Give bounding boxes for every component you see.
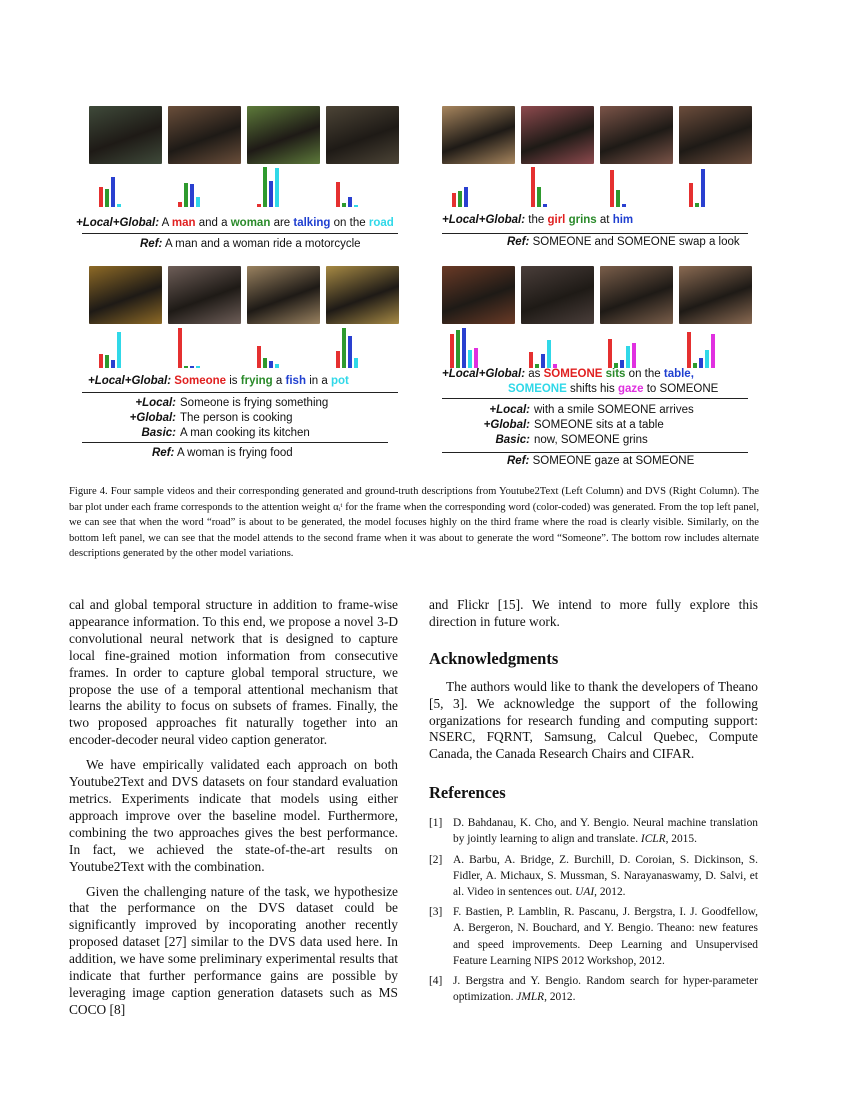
attention-bar	[269, 361, 273, 368]
attention-bar	[689, 183, 693, 207]
alt-caption-text: SOMEONE sits at a table	[534, 419, 664, 431]
attention-barplot	[97, 167, 170, 207]
attention-barplot	[608, 167, 681, 207]
generated-caption	[442, 214, 633, 226]
attention-barplots	[97, 167, 413, 207]
reference-number: [3]	[429, 906, 443, 919]
attention-bar	[117, 332, 121, 368]
attention-bar	[620, 360, 624, 368]
attention-bar	[701, 169, 705, 207]
attention-bar	[105, 189, 109, 207]
attention-barplot	[687, 167, 760, 207]
reference-year: , 2012.	[594, 885, 626, 898]
caption-word: on the	[628, 368, 661, 380]
attention-barplot	[176, 167, 249, 207]
video-frame	[326, 106, 399, 164]
caption-word: fish	[285, 375, 306, 387]
attention-barplot	[255, 328, 328, 368]
attention-barplot	[255, 167, 328, 207]
attention-bar	[474, 348, 478, 368]
attention-bar	[529, 352, 533, 368]
caption-word: talking	[293, 217, 331, 229]
attention-bar	[464, 187, 468, 207]
attention-bar	[468, 350, 472, 368]
attention-barplot	[334, 167, 407, 207]
attention-bar	[547, 340, 551, 368]
alt-caption-text: Someone is frying something	[180, 397, 329, 409]
video-frames	[442, 106, 752, 164]
video-frame	[600, 106, 673, 164]
attention-bar	[354, 358, 358, 368]
attention-bar	[695, 203, 699, 207]
video-frames	[89, 266, 399, 324]
caption-word: pot	[330, 375, 349, 387]
video-frame	[168, 266, 241, 324]
reference-list	[429, 815, 758, 1005]
attention-bar	[348, 336, 352, 368]
caption-word: frying	[240, 375, 273, 387]
attention-bar	[452, 193, 456, 207]
caption-word: the	[528, 214, 545, 226]
video-frame	[521, 106, 594, 164]
generated-caption	[76, 217, 394, 229]
divider-rule	[442, 233, 748, 234]
reference-item	[429, 904, 758, 969]
video-frame	[247, 266, 320, 324]
paragraph-2: We have empirically validated each approach on both Youtube2Text and DVS datasets on four standard evaluation metrics. Experiments indicate that models using either approach improve over the baseline model. Furthermore, combining the two approaches gives the best performance. In fact, we achieved the state-of-the-art results on Youtube2Text with the combination.	[69, 757, 398, 874]
attention-barplot	[450, 167, 523, 207]
attention-bar	[263, 167, 267, 207]
caption-word: to SOMEONE	[646, 383, 719, 395]
attention-bar	[263, 358, 267, 368]
paragraph-continued: and Flickr [15]. We intend to more fully explore this direction in future work.	[429, 597, 758, 629]
caption-word: as	[528, 368, 541, 380]
reference-caption	[507, 455, 694, 467]
reference-item	[429, 973, 758, 1005]
attention-bar	[462, 328, 466, 368]
attention-bar	[99, 354, 103, 368]
attention-bar	[178, 202, 182, 207]
reference-venue: JMLR	[516, 991, 545, 1004]
reference-caption	[140, 238, 361, 250]
generated-caption	[442, 368, 694, 380]
attention-bar	[531, 167, 535, 207]
reference-caption	[507, 236, 740, 248]
attention-barplot	[97, 328, 170, 368]
alt-caption	[0, 434, 530, 446]
attention-barplot	[450, 328, 523, 368]
generated-caption-line-2	[508, 383, 718, 395]
caption-word: girl	[547, 214, 566, 226]
attention-bar	[616, 190, 620, 207]
divider-rule	[82, 233, 398, 234]
caption-word: a	[275, 375, 283, 387]
reference-caption	[152, 447, 293, 459]
reference-label: Ref:	[507, 455, 530, 467]
attention-bar	[687, 332, 691, 368]
reference-number: [1]	[429, 817, 443, 830]
attention-bar	[342, 203, 346, 207]
caption-label: +Local+Global:	[442, 214, 526, 226]
video-frame	[521, 266, 594, 324]
attention-barplot	[176, 328, 249, 368]
references-heading: References	[429, 783, 506, 803]
generated-caption	[88, 375, 349, 387]
attention-bar	[608, 339, 612, 368]
divider-rule	[82, 392, 398, 393]
video-frame	[442, 266, 515, 324]
attention-barplots	[450, 167, 766, 207]
paragraph-3: Given the challenging nature of the task, we hypothesize that the performance on the DVS dataset could be significantly improved by incoporating another recently proposed dataset [27] similar to the DVS data used here. In addition, we have some preliminary experimental results that indicate that further performance gains are possible by leveraging image caption generation datasets such as MS COCO [8]	[69, 883, 398, 1017]
video-frame	[89, 266, 162, 324]
video-frame	[679, 106, 752, 164]
alt-caption-text: with a smile SOMEONE arrives	[534, 404, 694, 416]
attention-bar	[342, 328, 346, 368]
attention-bar	[348, 197, 352, 207]
attention-bar	[336, 182, 340, 207]
attention-bar	[257, 346, 261, 368]
attention-barplot	[529, 167, 602, 207]
reference-body: A. Barbu, A. Bridge, Z. Burchill, D. Coroian, S. Dickinson, S. Fidler, A. Michaux, S. Mussman, S. Narayanaswamy, D. Salvi, et al. Video in sentences out.	[453, 853, 758, 898]
figure-caption: Figure 4. Four sample videos and their corresponding generated and ground-truth descriptions from Youtube2Text (Left Column) and DVS (Right Column). The bar plot under each frame corresponds to the attention weight αᵢᵗ for the frame when the corresponding word (color-coded) was generated. From the top left panel, we can see that when the word “road” is about to be generated, the model focuses highly on the third frame where the road is clearly visible. Similarly, on the bottom left panel, we can see that the model attends to the second frame when it was about to generate the word “Someone”. The bottom row includes alternate descriptions generated by the other model variations.	[69, 486, 759, 560]
caption-word: table,	[663, 368, 694, 380]
attention-bar	[699, 358, 703, 368]
attention-bar	[196, 366, 200, 368]
reference-label: Ref:	[152, 447, 175, 459]
reference-label: Ref:	[507, 236, 530, 248]
attention-bar	[105, 355, 109, 368]
alt-caption	[0, 404, 530, 416]
attention-bar	[117, 204, 121, 207]
video-frame	[89, 106, 162, 164]
alt-caption-label: +Global:	[483, 419, 530, 431]
caption-word: SOMEONE	[508, 383, 567, 395]
acknowledgments-text: The authors would like to thank the developers of Theano [5, 3]. We acknowledge the support of the following organizations for research funding and computing support: NSERC, FQRNT, Samsung, Calcul Quebec, Compute Canada, the Canada Research Chairs and CIFAR.	[429, 678, 758, 762]
reference-body: J. Bergstra and Y. Bengio. Random search for hyper-parameter optimization.	[453, 974, 758, 1004]
caption-word: Someone	[174, 375, 227, 387]
caption-word: are	[273, 217, 291, 229]
reference-text: SOMEONE and SOMEONE swap a look	[532, 236, 740, 248]
alt-caption-text: The person is cooking	[180, 412, 293, 424]
caption-word: woman	[230, 217, 271, 229]
alt-caption-label: Basic:	[495, 434, 530, 446]
caption-word: SOMEONE	[543, 368, 603, 380]
alt-caption-label: +Global:	[129, 412, 176, 424]
attention-bar	[275, 168, 279, 207]
attention-barplot	[334, 328, 407, 368]
attention-bar	[456, 330, 460, 368]
caption-word: him	[612, 214, 634, 226]
video-frame	[679, 266, 752, 324]
reference-year: , 2012.	[544, 991, 576, 1004]
attention-bar	[257, 204, 261, 207]
reference-number: [4]	[429, 974, 443, 987]
reference-item	[429, 852, 758, 901]
attention-bar	[178, 328, 182, 368]
alt-caption-label: +Local:	[135, 397, 176, 409]
video-frame	[168, 106, 241, 164]
attention-bar	[622, 204, 626, 207]
video-frames	[89, 106, 399, 164]
reference-number: [2]	[429, 853, 443, 866]
alt-caption-text: A man cooking its kitchen	[180, 427, 310, 439]
attention-barplots	[97, 328, 413, 368]
reference-venue: ICLR	[640, 833, 666, 846]
attention-bar	[610, 170, 614, 207]
attention-bar	[196, 197, 200, 207]
caption-word: at	[599, 214, 610, 226]
caption-word: man	[171, 217, 196, 229]
caption-word: grins	[568, 214, 597, 226]
divider-rule	[442, 398, 748, 399]
attention-bar	[537, 187, 541, 207]
caption-word: in a	[309, 375, 328, 387]
attention-bar	[269, 181, 273, 207]
alt-caption-label: Basic:	[141, 427, 176, 439]
reference-item	[429, 815, 758, 847]
attention-bar	[705, 350, 709, 368]
video-frame	[442, 106, 515, 164]
video-frame	[600, 266, 673, 324]
attention-barplot	[687, 328, 760, 368]
caption-word: shifts his	[570, 383, 615, 395]
attention-bar	[111, 360, 115, 368]
attention-bar	[111, 177, 115, 207]
divider-rule	[442, 452, 748, 453]
caption-word: and a	[198, 217, 228, 229]
reference-label: Ref:	[140, 238, 163, 250]
caption-label: +Local+Global:	[88, 375, 172, 387]
attention-bar	[626, 346, 630, 368]
video-frame	[326, 266, 399, 324]
video-frames	[442, 266, 752, 324]
attention-bar	[541, 354, 545, 368]
caption-label: +Local+Global:	[442, 368, 526, 380]
attention-bar	[458, 191, 462, 207]
attention-bar	[354, 205, 358, 207]
attention-bar	[543, 204, 547, 207]
reference-body: F. Bastien, P. Lamblin, R. Pascanu, J. Bergstra, I. J. Goodfellow, A. Bergeron, N. Bouchard, and Y. Bengio. Theano: new features and speed improvements. Deep Learning and Unsupervised Feature Learning NIPS 2012 Workshop, 2012.	[453, 906, 758, 967]
alt-caption-label: +Local:	[489, 404, 530, 416]
caption-word: sits	[605, 368, 626, 380]
reference-text: SOMEONE gaze at SOMEONE	[532, 455, 695, 467]
attention-bar	[99, 187, 103, 207]
attention-bar	[632, 343, 636, 368]
left-column	[69, 597, 398, 1019]
alt-caption	[0, 419, 530, 431]
attention-bar	[336, 351, 340, 368]
paragraph-1: cal and global temporal structure in addition to frame-wise appearance information. To this end, we propose a novel 3-D convolutional neural network that is designed to capture local fine-grained motion information from consecutive frames. In order to capture global temporal structure, we propose the use of a temporal attentional mechanism that learns the ability to focus on subsets of frames. Finally, the two proposed approaches fit naturally together into an encoder-decoder neural video caption generator.	[69, 597, 398, 748]
caption-word: A	[161, 217, 169, 229]
alt-caption-text: now, SOMEONE grins	[534, 434, 648, 446]
right-column	[429, 597, 758, 1009]
attention-bar	[711, 334, 715, 368]
caption-word: is	[229, 375, 238, 387]
attention-bar	[184, 366, 188, 368]
caption-word: gaze	[617, 383, 644, 395]
reference-venue: UAI	[575, 885, 595, 898]
reference-body: D. Bahdanau, K. Cho, and Y. Bengio. Neural machine translation by jointly learning to align and translate.	[453, 817, 758, 846]
attention-bar	[190, 184, 194, 207]
video-frame	[247, 106, 320, 164]
attention-bar	[184, 183, 188, 207]
reference-year: , 2015.	[665, 833, 697, 846]
attention-barplot	[529, 328, 602, 368]
reference-text: A man and a woman ride a motorcycle	[164, 238, 361, 250]
attention-barplot	[608, 328, 681, 368]
caption-word: road	[368, 217, 394, 229]
acknowledgments-heading: Acknowledgments	[429, 648, 559, 668]
caption-word: on the	[333, 217, 366, 229]
attention-bar	[190, 366, 194, 368]
attention-barplots	[450, 328, 766, 368]
reference-text: A woman is frying food	[176, 447, 293, 459]
caption-label: +Local+Global:	[76, 217, 160, 229]
attention-bar	[450, 334, 454, 368]
attention-bar	[275, 364, 279, 368]
